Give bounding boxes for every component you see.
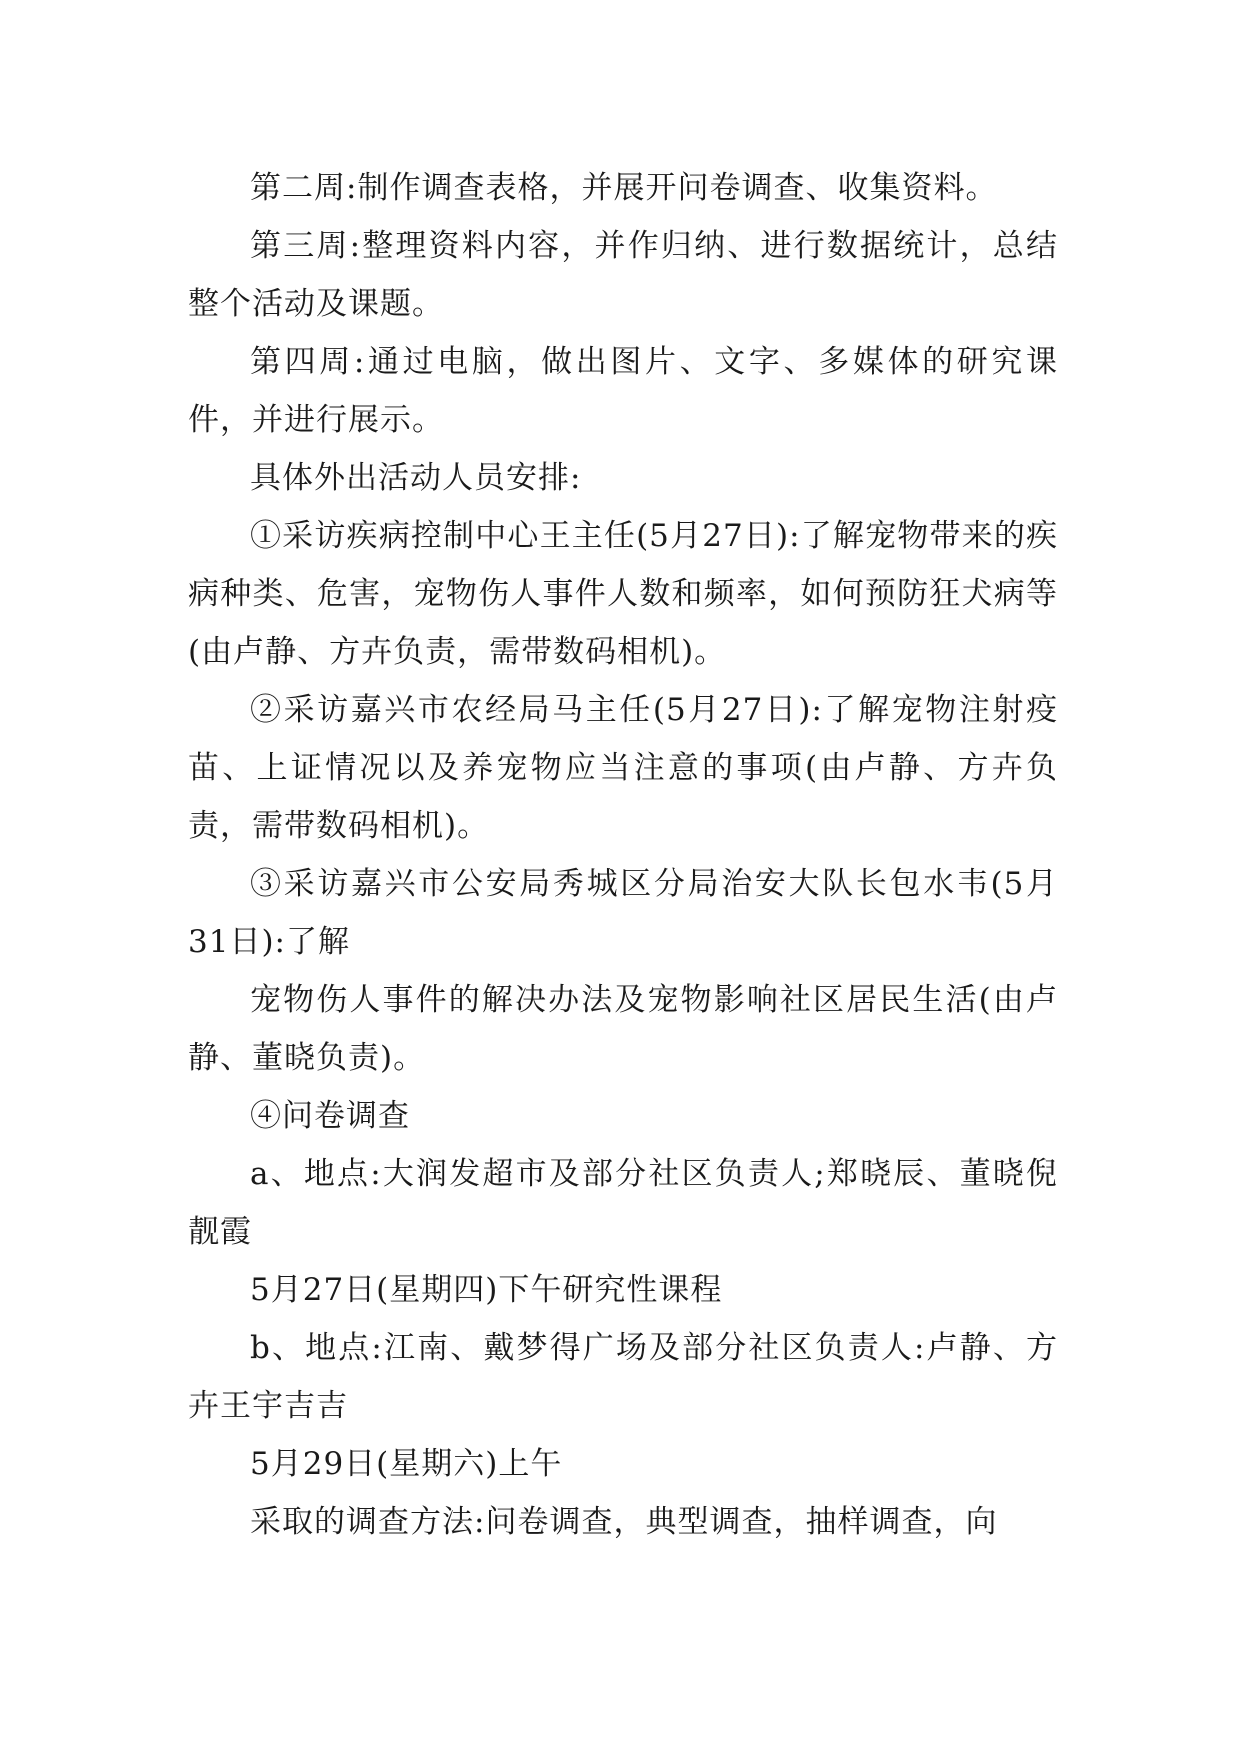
paragraph-week-three: 第三周:整理资料内容，并作归纳、进行数据统计，总结整个活动及课题。 <box>188 228 1058 322</box>
paragraph-interview-police: ③采访嘉兴市公安局秀城区分局治安大队长包水韦(5月31日):了解 <box>188 866 1058 960</box>
paragraph-location-b: b、地点:江南、戴梦得广场及部分社区负责人:卢静、方卉王宇吉吉 <box>188 1330 1058 1424</box>
paragraph-interview-cdc: ①采访疾病控制中心王主任(5月27日):了解宠物带来的疾病种类、危害，宠物伤人事件人数和频率，如何预防狂犬病等(由卢静、方卉负责，需带数码相机)。 <box>188 518 1058 670</box>
paragraph-interview-agriculture: ②采访嘉兴市农经局马主任(5月27日):了解宠物注射疫苗、上证情况以及养宠物应当注意的事项(由卢静、方卉负责，需带数码相机)。 <box>188 692 1058 844</box>
paragraph-police-topic: 宠物伤人事件的解决办法及宠物影响社区居民生活(由卢静、董晓负责)。 <box>188 982 1058 1076</box>
paragraph-staff-arrangement: 具体外出活动人员安排: <box>250 460 582 496</box>
paragraph-location-a: a、地点:大润发超市及部分社区负责人;郑晓辰、董晓倪靓霞 <box>188 1156 1058 1250</box>
document-body <box>188 159 1058 1551</box>
paragraph-week-two: 第二周:制作调查表格，并展开问卷调查、收集资料。 <box>250 170 998 206</box>
paragraph-time-a: 5月27日(星期四)下午研究性课程 <box>250 1272 723 1308</box>
paragraph-survey-methods: 采取的调查方法:问卷调查，典型调查，抽样调查，向 <box>250 1504 998 1540</box>
paragraph-week-four: 第四周:通过电脑，做出图片、文字、多媒体的研究课件，并进行展示。 <box>188 344 1058 438</box>
paragraph-time-b: 5月29日(星期六)上午 <box>250 1446 563 1482</box>
paragraph-questionnaire: ④问卷调查 <box>250 1098 410 1134</box>
